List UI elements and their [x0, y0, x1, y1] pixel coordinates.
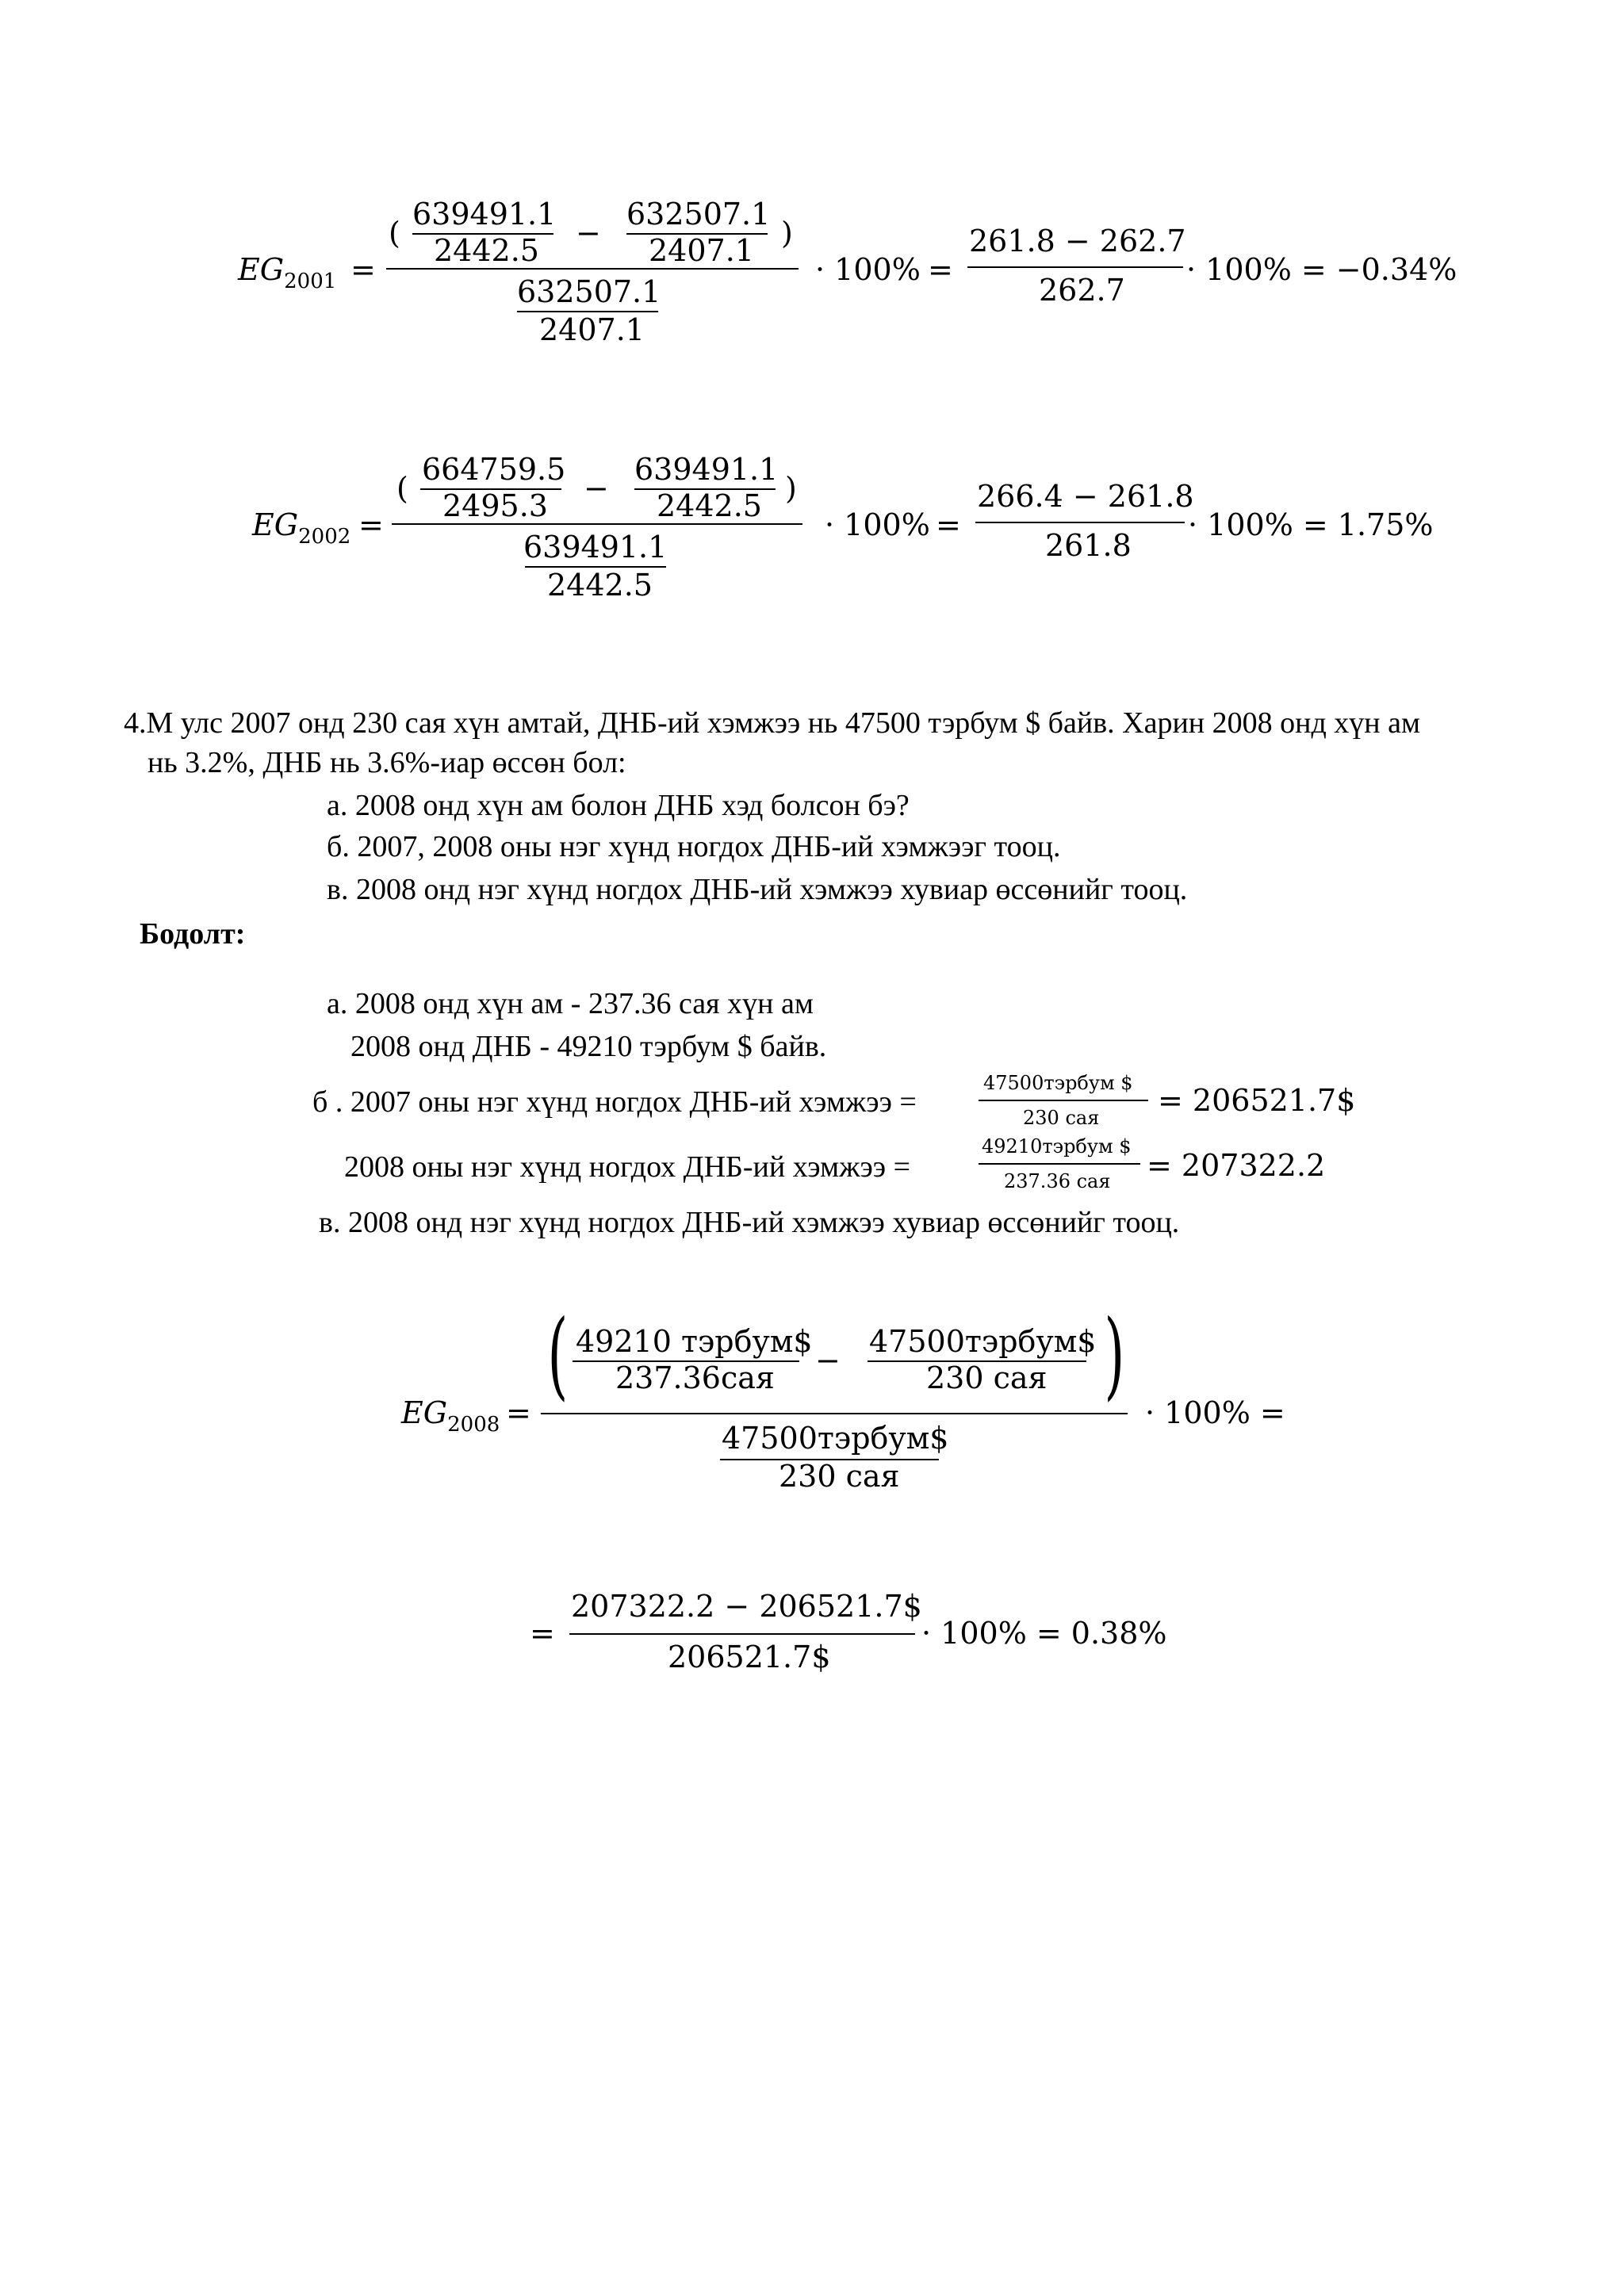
eq2002-times100: · 100% [825, 507, 930, 542]
eq2002-lparen: ( [396, 471, 408, 506]
eq2002-lhs: $EG_{2002}$ [252, 507, 351, 549]
problem-line-1: 4.М улс 2007 онд 230 сая хүн амтай, ДНБ-ий хэмжээ нь 47500 тэрбум $ байв. Харин 2008 онд хүн ам [124, 706, 1421, 740]
eq2001-result: · 100% = −0.34% [1186, 252, 1457, 287]
eq2001-den-bot: 2407.1 [539, 312, 645, 347]
eq2008-num-b-top: 47500тэрбум$ [869, 1324, 1097, 1359]
eq2002-equals-2: = [936, 507, 961, 542]
eq2002-result: · 100% = 1.75% [1188, 507, 1434, 542]
problem-line-2: нь 3.2%, ДНБ нь 3.6%-иар өссөн бол: [147, 746, 626, 779]
final-denominator: 206521.7$ [668, 1640, 831, 1674]
eq2002-equals: = [358, 507, 384, 542]
solution-a-line-1: а. 2008 онд хүн ам - 237.36 сая хүн ам [327, 987, 814, 1020]
final-numerator: 207322.2 − 206521.7$ [571, 1589, 922, 1624]
eq2002-result-den: 261.8 [1045, 528, 1132, 563]
eq2001-equals: = [350, 252, 376, 287]
final-result: · 100% = 0.38% [921, 1616, 1167, 1651]
eq2008-num-a-bot: 237.36сая [615, 1360, 775, 1395]
eq2002-result-num: 266.4 − 261.8 [977, 479, 1194, 514]
problem-question-c: в. 2008 онд нэг хүнд ногдох ДНБ-ий хэмжээ хувиар өссөнийг тооц. [327, 873, 1188, 906]
eq2001-result-bar [967, 266, 1183, 268]
eq2008-minus: − [815, 1343, 841, 1378]
solution-b1-numerator: 47500тэрбум $ [983, 1072, 1133, 1094]
eq2001-times100: · 100% [815, 252, 921, 287]
eq2002-num-b-top: 639491.1 [634, 452, 779, 487]
solution-b2-denominator: 237.36 сая [1004, 1170, 1111, 1192]
eq2008-lparen: ( [547, 1300, 569, 1410]
eq2002-num-a-top: 664759.5 [422, 452, 566, 487]
final-fraction-bar [569, 1633, 915, 1635]
solution-b-line-2: 2008 оны нэг хүнд ногдох ДНБ-ий хэмжээ = [344, 1150, 911, 1184]
eq2001-equals-2: = [928, 252, 953, 287]
eq2002-den-top: 639491.1 [523, 530, 668, 564]
solution-b1-fraction-bar [979, 1100, 1148, 1101]
eq2002-num-b-bot: 2442.5 [657, 488, 762, 523]
eq2002-rparen: ) [785, 471, 797, 506]
eq2001-lhs: $EG_{2001}$ [238, 252, 337, 293]
eq2001-num-b-bot: 2407.1 [649, 233, 754, 268]
eq2001-num-b-top: 632507.1 [626, 197, 771, 232]
eq2008-equals: = [506, 1395, 531, 1430]
eq2008-num-a-top: 49210 тэрбум$ [576, 1324, 813, 1359]
eq2002-den-bot: 2442.5 [547, 568, 653, 603]
eq2001-minus: − [576, 216, 601, 251]
final-equals: = [530, 1616, 555, 1651]
solution-a-line-2: 2008 онд ДНБ - 49210 тэрбум $ байв. [350, 1030, 827, 1063]
eq2008-times100: · 100% = [1145, 1395, 1285, 1430]
eq2008-main-bar [541, 1413, 1128, 1414]
eq2002-num-a-bot: 2495.3 [442, 488, 548, 523]
eq2008-den-top: 47500тэрбум$ [722, 1421, 949, 1456]
solution-b-line-1: б . 2007 оны нэг хүнд ногдох ДНБ-ий хэмжээ = [312, 1085, 917, 1119]
eq2001-result-den: 262.7 [1039, 273, 1125, 308]
eq2001-main-bar [386, 268, 799, 270]
eq2002-main-bar [392, 523, 802, 525]
solution-b1-result: = 206521.7$ [1158, 1083, 1356, 1118]
eq2001-rparen: ) [781, 216, 793, 251]
solution-c-line-1: в. 2008 онд нэг хүнд ногдох ДНБ-ий хэмжээ хувиар өссөнийг тооц. [319, 1206, 1180, 1239]
solution-b1-denominator: 230 сая [1023, 1107, 1100, 1129]
eq2002-minus: − [584, 471, 609, 506]
eq2001-num-a-bot: 2442.5 [434, 233, 539, 268]
solution-b2-numerator: 49210тэрбум $ [982, 1135, 1132, 1158]
eq2002-result-bar [975, 522, 1185, 523]
eq2008-rparen: ) [1104, 1300, 1125, 1410]
solution-heading: Бодолт: [140, 917, 246, 951]
eq2001-lparen: ( [389, 216, 400, 251]
eq2001-den-top: 632507.1 [517, 274, 661, 309]
solution-b2-result: = 207322.2 [1147, 1148, 1326, 1183]
eq2001-num-a-top: 639491.1 [412, 197, 557, 232]
eq2001-result-num: 261.8 − 262.7 [969, 224, 1186, 258]
solution-b2-fraction-bar [979, 1163, 1140, 1165]
problem-question-a: а. 2008 онд хүн ам болон ДНБ хэд болсон бэ? [327, 789, 910, 822]
problem-question-b: б. 2007, 2008 оны нэг хүнд ногдох ДНБ-ий хэмжээг тооц. [327, 830, 1061, 863]
eq2008-lhs: $EG_{2008}$ [401, 1395, 500, 1437]
eq2008-den-bot: 230 сая [779, 1459, 900, 1494]
eq2008-num-b-bot: 230 сая [926, 1360, 1048, 1395]
